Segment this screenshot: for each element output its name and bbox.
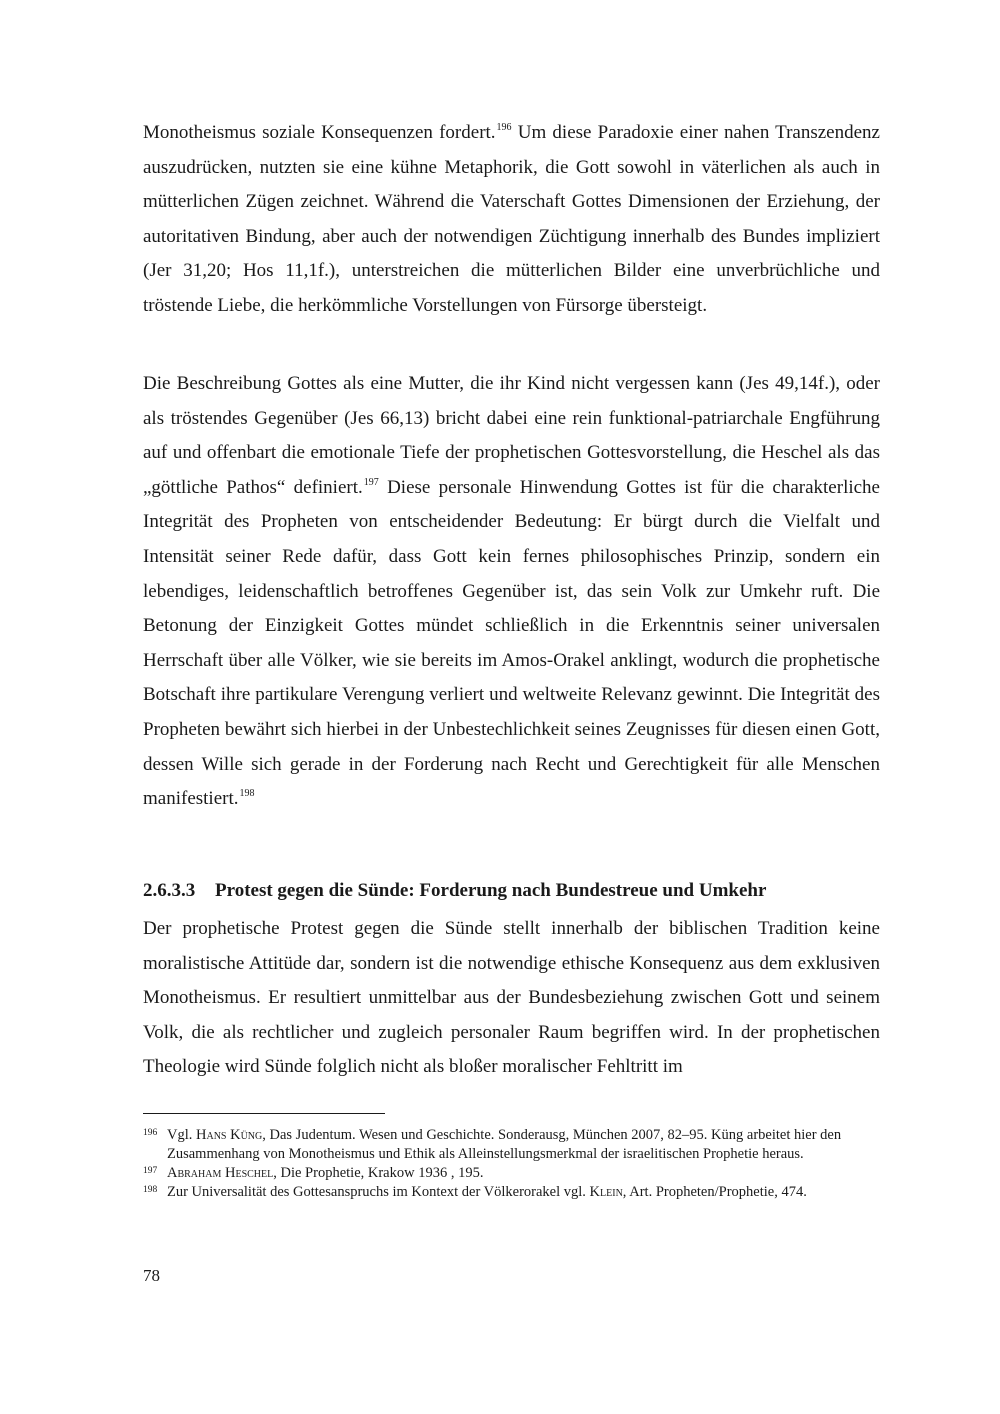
footnote <box>143 1126 883 1164</box>
footnote-reference[interactable]: 198 <box>239 788 255 800</box>
footnote-author: Abraham Heschel <box>167 1165 274 1181</box>
footnote-text <box>167 1183 883 1202</box>
paragraph-text: Um diese Paradoxie einer nahen Transzendenz auszudrücken, nutzten sie eine kühne Metaphorik, die Gott sowohl in väterlichen als auch in mütterlichen Zügen zeichnet. Während die Vaterschaft Gottes Dimensionen der Erziehung, der autoritativen Bindung, aber auch der notwendigen Züchtigung innerhalb des Bundes impliziert (Jer 31,20; Hos 11,1f.), unterstreichen die mütterlichen Bilder eine unverbrüchliche und tröstende Liebe, die herkömmliche Vorstellungen von Fürsorge übersteigt. <box>143 122 880 316</box>
footnote-text-part: , Die Prophetie, Krakow 1936 , 195. <box>273 1165 484 1181</box>
footnote <box>143 1183 883 1202</box>
footnote-author: Hans Küng <box>196 1127 263 1143</box>
footnotes <box>143 1126 883 1202</box>
paragraph-text: Monotheismus soziale Konsequenzen fordert. <box>143 122 496 143</box>
footnote-number: 196 <box>143 1128 158 1138</box>
footnote-text <box>167 1126 883 1164</box>
page-number: 78 <box>143 1266 160 1285</box>
section-number: 2.6.3.3 <box>143 880 196 901</box>
footnote-number: 197 <box>143 1166 158 1176</box>
footnote-number: 198 <box>143 1185 158 1195</box>
body-paragraph-1 <box>143 116 880 324</box>
paragraph-text: Der prophetische Protest gegen die Sünde stellt innerhalb der biblischen Tradition keine moralistische Attitüde dar, sondern ist die notwendige ethische Konsequenz aus dem exklusiven Monotheismus. Er resultiert unmittelbar aus der Bundesbeziehung zwischen Gott und seinem Volk, die als rechtlicher und zugleich personaler Raum begriffen wird. In der prophetischen Theologie wird Sünde folglich nicht als bloßer moralischer Fehltritt im <box>143 918 880 1078</box>
paragraph-text: Diese personale Hinwendung Gottes ist für die charakterliche Integrität des Propheten von entscheidender Bedeutung: Er bürgt durch die Vielfalt und Intensität seiner Rede dafür, dass Gott kein fernes philosophisches Prinzip, sondern ein lebendiges, leidenschaftlich betroffenes Gegenüber ist, das sein Volk zur Umkehr ruft. Die Betonung der Einzigkeit Gottes mündet schließlich in die Erkenntnis seiner universalen Herrschaft über alle Völker, wie sie bereits im Amos-Orakel anklingt, wodurch die prophetische Botschaft ihre partikulare Verengung verliert und weltweite Relevanz gewinnt. Die Integrität des Propheten bewährt sich hierbei in der Unbestechlichkeit seines Zeugnisses für diesen einen Gott, dessen Wille sich gerade in der Forderung nach Recht und Gerechtigkeit für alle Menschen manifestiert. <box>143 476 880 810</box>
footnote-reference[interactable]: 197 <box>363 476 379 488</box>
footnote-text <box>167 1164 883 1183</box>
footnote <box>143 1164 883 1183</box>
footnote-text-part: Vgl. <box>167 1127 196 1143</box>
paragraph-text: Die Beschreibung Gottes als eine Mutter, die ihr Kind nicht vergessen kann (Jes 49,14f.), oder als tröstendes Gegenüber (Jes 66,13) bricht dabei eine rein funktional-patriarchale Engführung auf und offenbart die emotionale Tiefe der prophetischen Gottesvorstellung, die Heschel als das „göttliche Pathos“ definiert. <box>143 373 880 498</box>
footnote-separator <box>143 1113 385 1114</box>
footnote-text-part: Zur Universalität des Gottesanspruchs im Kontext der Völkerorakel vgl. <box>167 1184 590 1200</box>
footnote-author: Klein <box>589 1184 623 1200</box>
footnote-text-part: , Art. Propheten/Prophetie, 474. <box>622 1184 807 1200</box>
body-paragraph-3 <box>143 912 880 1085</box>
footnote-text-part: , Das Judentum. Wesen und Geschichte. Sonderausg, München 2007, 82–95. Küng arbeitet hier den Zusammenhang von Monotheismus und Ethik als Alleinstellungsmerkmal der israelitischen Prophetie heraus. <box>167 1127 842 1162</box>
footnote-reference[interactable]: 196 <box>496 122 512 133</box>
body-paragraph-2 <box>143 367 880 817</box>
section-heading <box>143 878 880 904</box>
section-title: Protest gegen die Sünde: Forderung nach Bundestreue und Umkehr <box>215 880 767 901</box>
